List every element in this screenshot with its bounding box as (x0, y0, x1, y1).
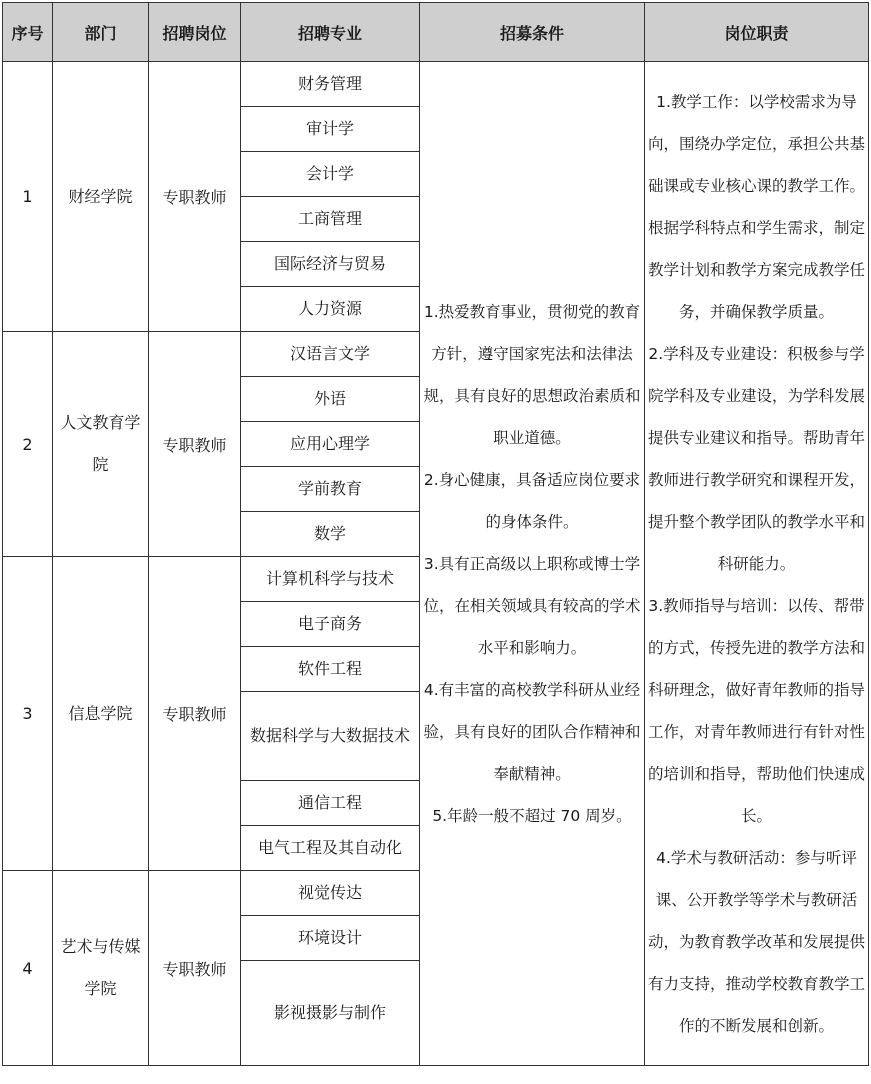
department-cell: 信息学院 (53, 557, 149, 871)
major-cell: 财务管理 (241, 62, 420, 107)
major-cell: 审计学 (241, 107, 420, 152)
department-cell: 艺术与传媒学院 (53, 871, 149, 1066)
major-cell: 电气工程及其自动化 (241, 826, 420, 871)
table-row (3, 62, 869, 107)
position-cell: 专职教师 (149, 62, 241, 332)
row-number: 3 (3, 557, 53, 871)
recruitment-table (2, 2, 869, 1066)
position-cell: 专职教师 (149, 332, 241, 557)
position-cell: 专职教师 (149, 557, 241, 871)
header-no: 序号 (3, 3, 53, 62)
major-cell: 视觉传达 (241, 871, 420, 916)
header-row (3, 3, 869, 62)
condition-item: 3.具有正高级以上职称或博士学位，在相关领域具有较高的学术水平和影响力。 (423, 554, 641, 657)
header-conditions: 招募条件 (420, 3, 645, 62)
department-cell: 财经学院 (53, 62, 149, 332)
major-cell: 工商管理 (241, 197, 420, 242)
department-cell: 人文教育学院 (53, 332, 149, 557)
header-position: 招聘岗位 (149, 3, 241, 62)
header-duties: 岗位职责 (645, 3, 869, 62)
major-cell: 汉语言文学 (241, 332, 420, 377)
row-number: 4 (3, 871, 53, 1066)
major-cell: 环境设计 (241, 916, 420, 961)
duty-item: 2.学科及专业建设：积极参与学院学科及专业建设，为学科发展提供专业建议和指导。帮助青年教师进行教学研究和课程开发，提升整个教学团队的教学水平和科研能力。 (647, 344, 865, 573)
major-cell: 会计学 (241, 152, 420, 197)
conditions-cell (420, 62, 645, 1066)
major-cell: 应用心理学 (241, 422, 420, 467)
position-cell: 专职教师 (149, 871, 241, 1066)
condition-item: 5.年龄一般不超过 70 周岁。 (432, 806, 632, 825)
condition-item: 2.身心健康，具备适应岗位要求的身体条件。 (423, 470, 641, 531)
major-cell: 数学 (241, 512, 420, 557)
duty-item: 4.学术与教研活动：参与听评课、公开教学等学术与教研活动，为教育教学改革和发展提供有力支持，推动学校教育教学工作的不断发展和创新。 (647, 848, 865, 1035)
duty-item: 1.教学工作：以学校需求为导向，围绕办学定位，承担公共基础课或专业核心课的教学工作。根据学科特点和学生需求，制定教学计划和教学方案完成教学任务，并确保教学质量。 (647, 92, 865, 321)
major-cell: 电子商务 (241, 602, 420, 647)
duties-cell (645, 62, 869, 1066)
major-cell: 软件工程 (241, 647, 420, 692)
major-cell: 计算机科学与技术 (241, 557, 420, 602)
major-cell: 通信工程 (241, 781, 420, 826)
header-dept: 部门 (53, 3, 149, 62)
major-cell: 人力资源 (241, 287, 420, 332)
duty-item: 3.教师指导与培训：以传、帮带的方式，传授先进的教学方法和科研理念，做好青年教师的指导工作，对青年教师进行有针对性的培训和指导，帮助他们快速成长。 (647, 596, 865, 825)
major-cell: 国际经济与贸易 (241, 242, 420, 287)
row-number: 1 (3, 62, 53, 332)
header-major: 招聘专业 (241, 3, 420, 62)
row-number: 2 (3, 332, 53, 557)
condition-item: 1.热爱教育事业，贯彻党的教育方针，遵守国家宪法和法律法规，具有良好的思想政治素质和职业道德。 (423, 302, 641, 447)
major-cell: 学前教育 (241, 467, 420, 512)
major-cell: 外语 (241, 377, 420, 422)
major-cell: 影视摄影与制作 (241, 961, 420, 1066)
condition-item: 4.有丰富的高校教学科研从业经验，具有良好的团队合作精神和奉献精神。 (423, 680, 641, 783)
major-cell: 数据科学与大数据技术 (241, 692, 420, 781)
